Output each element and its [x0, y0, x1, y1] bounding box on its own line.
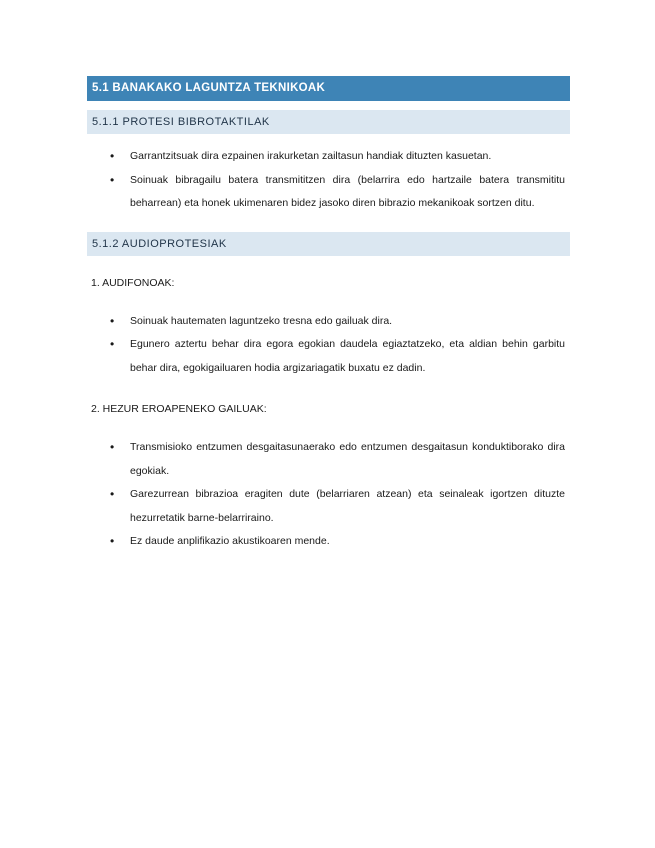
document-page: [87, 76, 570, 554]
bullet-list-protesi: [87, 145, 570, 216]
bullet-icon: •: [110, 337, 115, 351]
list-item-text: Garrantzitsuak dira ezpainen irakurketan zailtasun handiak dituzten kasuetan.: [130, 150, 492, 162]
list-item: [110, 530, 565, 554]
list-item: [110, 169, 565, 216]
list-item: [110, 483, 565, 530]
bullet-icon: •: [110, 534, 115, 548]
bullet-icon: •: [110, 313, 115, 328]
bullet-icon: •: [110, 149, 115, 163]
list-item-text: Soinuak bibragailu batera transmititzen dira (belarrira edo hartzaile batera transmititu beharrean) eta honek ukimenaren bidez jasoko diren bibrazio mekanikoak sortzen ditu.: [130, 173, 565, 209]
list-item: [110, 310, 565, 334]
bullet-icon: •: [110, 172, 115, 187]
list-item: [110, 333, 565, 380]
list-item-text: Soinuak hautematen laguntzeko tresna edo gailuak dira.: [130, 314, 393, 327]
bullet-icon: •: [110, 440, 115, 454]
list-item-text: Garezurrean bibrazioa eragiten dute (belarriaren atzean) eta seinaleak igortzen dituzte hezurretatik barne-belarriraino.: [130, 488, 565, 524]
numbered-heading-hezur: 2. HEZUR EROAPENEKO GAILUAK:: [91, 403, 267, 415]
list-item-text: Ez daude anplifikazio akustikoaren mende.: [130, 535, 330, 547]
bullet-icon: •: [110, 487, 115, 501]
subsection-heading-protesi: 5.1.1 PROTESI BIBROTAKTILAK: [87, 110, 570, 134]
list-item: [110, 436, 565, 483]
list-item-text: Egunero aztertu behar dira egora egokian daudela egiaztatzeko, eta aldian behin garbitu behar dira, egokigailuaren hodia argizariagatik buxatu ez dadin.: [130, 338, 565, 374]
subsection-heading-audioprotesiak: 5.1.2 AUDIOPROTESIAK: [87, 232, 570, 256]
bullet-list-hezur: [87, 436, 570, 554]
list-item-text: Transmisioko entzumen desgaitasunaerako edo entzumen desgaitasun konduktiborako dira egokiak.: [130, 441, 565, 477]
bullet-list-audifonoak: [87, 310, 570, 381]
section-heading: 5.1 BANAKAKO LAGUNTZA TEKNIKOAK: [87, 76, 570, 101]
list-item: [110, 145, 565, 169]
numbered-heading-audifonoak: 1. AUDIFONOAK:: [91, 276, 175, 289]
